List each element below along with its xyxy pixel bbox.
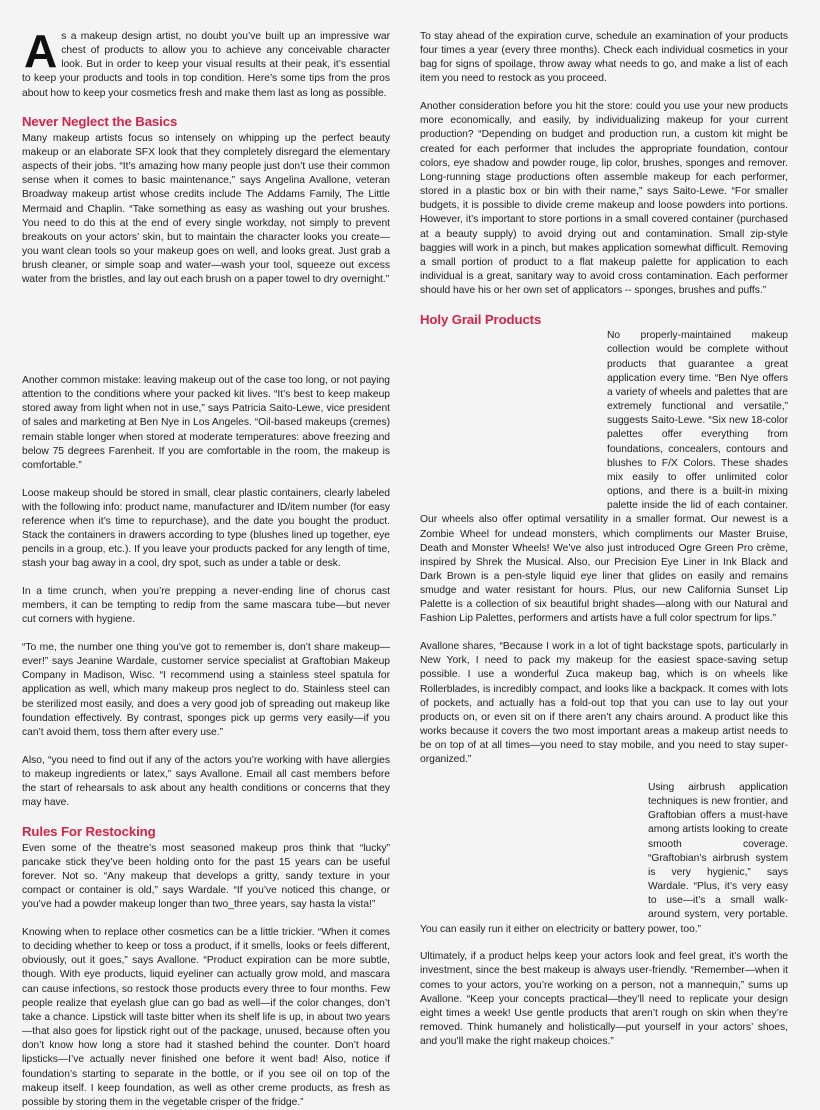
intro-text: s a makeup design artist, no doubt you’ve built up an impressive war chest of products to allow you to achieve any conceivable character look. But in order to keep your visual results at their peak, it’s essential to keep your products and tools in top condition. Here’s some tips from the pros about how to keep your cosmetics fresh and make them last as long as possible.: [22, 31, 390, 99]
section-heading-holy-grail-products: Holy Grail Products: [420, 311, 542, 327]
column-left: [22, 25, 390, 1110]
paragraph: Loose makeup should be stored in small, clear plastic containers, clearly labeled with the following info: product name, manufacturer and ID/item number (for easy reference when it’s time to repurchase), and the date you bought the product. Stack the containers in drawers according to type (blushes lined up together, eye pencils in a group, etc.). If you leave your products packed for any length of time, stash your bag away in a cool, dry spot, such as under a table or desk.: [22, 487, 390, 570]
image-placeholder-wrap-secondary: [420, 781, 648, 909]
paragraph-text: Using airbrush application techniques is new frontier, and Graftobian offers a must-have among artists looking to create smooth coverage. “Graftobian’s airbrush system is very hygienic,” says Wardale. “Plus, it’s very easy to use—it’s a small walk-around system, very portable. You can easily run it either on electricity or battery power, too.”: [420, 782, 788, 935]
section-heading-never-neglect-the-basics: Never Neglect the Basics: [22, 114, 178, 130]
paragraph: Another consideration before you hit the store: could you use your new products more economically, and easily, by individualizing makeup for your current production? “Depending on budget and production run, a custom kit might be created for each performer that includes the appropriate foundation, contour colors, eye shadow and powder rouge, lip color, brushes, sponges and remover. Long-running stage productions often assemble makeup for each performer, stored in a plastic box or bin with their name,” says Saito-Lewe. “For smaller budgets, it is possible to divide creme makeup and loose powders into portions. However, it’s important to store portions in a small covered container (purchased at a beauty supply) to avoid drying out and contamination. Small zip-style baggies will work in a pinch, but makes application somewhat difficult. Removing a small portion of product to a flat makeup palette for application to each individual is a great, sanitary way to avoid cross contamination. Each performer should have his or her own set of applicators -- sponges, brushes and puffs.”: [420, 101, 788, 297]
paragraph: In a time crunch, when you’re prepping a never-ending line of chorus cast members, it can be tempting to redip from the same mascara tube—but never cut corners with hygiene.: [22, 586, 390, 626]
paragraph: “To me, the number one thing you’ve got to remember is, don’t share makeup—ever!” says Jeanine Wardale, customer service specialist at Graftobian Makeup Company in Madison, Wisc. “I recommend using a stainless steel spatula for application as well, which many makeup pros neglect to do. Stainless steel can be sterilized most easily, and does a very good job of spreading out makeup like foundation effectively. By contrast, sponges pick up germs very easily—if you can’t avoid them, toss them after every use.”: [22, 642, 390, 738]
paragraph: Another common mistake: leaving makeup out of the case too long, or not paying attention to the conditions where your packed kit lives. “It’s best to keep makeup stored away from light when not in use,” says Patricia Saito-Lewe, vice president of sales and marketing at Ben Nye in Los Angeles. “Oil-based makeups (cremes) remain stable longer when stored at moderate temperatures: above freezing and below 75 degrees Farenheit. If you are comfortable in the room, the makeup is comfortable.”: [22, 375, 390, 471]
paragraph-airbrush-wrapped: [420, 781, 788, 937]
image-placeholder-gap: [22, 301, 390, 374]
paragraph-wrapped-around-image: [420, 329, 788, 626]
column-right: [420, 30, 788, 1049]
drop-cap-letter: A: [24, 25, 58, 77]
two-column-layout: [22, 25, 798, 1108]
paragraph: Many makeup artists focus so intensely on whipping up the perfect beauty makeup or an elaborate SFX look that they completely disregard the elementary aspects of their jobs. “It’s amazing how many people just don’t use their common sense when it comes to basic maintenance,” says Angelina Avallone, veteran Broadway makeup artist whose credits include The Addams Family, The Little Mermaid and Chaplin. “Take something as easy as washing out your brushes. You need to do this at the end of every single workday, not simply to prevent breakouts on your actors’ skin, but to maintain the character looks you create—you want clean tools so your makeup goes on well, and looks great. Just grab a brush cleaner, or simple soap and water—wash your tool, squeeze out excess water from the bristles, and lay out each brush on a paper towel to dry overnight.”: [22, 132, 390, 286]
paragraph: To stay ahead of the expiration curve, schedule an examination of your products four times a year (every three months). Check each individual cosmetics in your bag for signs of spoilage, throw away what needs to go, and make a list of each item you need to restock as you proceed.: [420, 31, 788, 85]
section-heading-rules-for-restocking: Rules For Restocking: [22, 824, 156, 840]
paragraph: Even some of the theatre’s most seasoned makeup pros think that “lucky” pancake stick they’ve been holding onto for the past 15 years can be useful forever. Not so. “Any makeup that develops a gritty, sandy texture in your compact or container is old,” says Wardale. “If you’ve noticed this change, or you’ve had a powder makeup longer than two_three years, say hasta la vista!”: [22, 842, 390, 911]
image-placeholder-wrap: [420, 329, 607, 511]
intro-paragraph: [22, 25, 390, 101]
paragraph: Knowing when to replace other cosmetics can be a little trickier. “When it comes to deciding whether to keep or toss a product, if it smells, looks or feels different, obviously, out it goes,” says Avallone. “Product expiration can be more subtle, though. With eye products, liquid eyeliner can actually grow mold, and mascara can cause infections, so restock those products every three to four months. Few people realize that eyelash glue can go bad as well—if the color changes, don’t take a chance. Lipstick will taste bitter when its shelf life is up, in about two years—that also goes for lipstick right out of the package, unused, because often you don’t know how long a store had it stashed behind the counter. Don’t hoard lipsticks—I’ve actually never finished one before it went bad! Also, notice if foundation’s starting to separate in the bottle, or if you see oil on top of the makeup itself. I keep foundation, as well as other creme products, as fresh as possible by storing them in the vegetable crisper of the fridge.”: [22, 927, 390, 1108]
paragraph: Also, “you need to find out if any of the actors you’re working with have allergies to makeup ingredients or latex,” says Avallone. Email all cast members before the start of rehearsals to ask about any health conditions or concerns that they may have.: [22, 754, 390, 809]
paragraph-text: No properly-maintained makeup collection would be complete without products that guarantee a great application every time. “Ben Nye offers a variety of wheels and palettes that are extremely functional and versatile,” suggests Saito-Lewe. “Six new 18-color palettes offer everything from foundations, concealers, contours and blushes to F/X Colors. These shades mix easily to offer unlimited color options, and there is a built-in mixing palette inside the lid of each container. Our wheels also offer optimal versatility in a smaller format. Our newest is a Zombie Wheel for undead monsters, which compliments our Master Bruise, Death and Monster Wheels! We’ve also just introduced Ogre Green Pro crème, inspired by Shrek the Musical. Also, our Precision Eye Liner in Ink Black and Dark Brown is a pen-style liquid eye liner that glides on easily and remains smudge and water resistant for hours. Plus, our new California Sunset Lip Palette is a collection of six beautiful bright shades—along with our Natural and Fashion Lip Palettes, performers and artists have a full color spectrum for lips.”: [420, 330, 788, 625]
paragraph: Avallone shares, “Because I work in a lot of tight backstage spots, particularly in New York, I need to pack my makeup for the easiest space-saving setup possible. I use a wonderful Zuca makeup bag, which is on wheels like Rollerblades, is incredibly compact, and looks like a backpack. It comes with lots of pockets, and actually has a fold-out top that you can use to lay out your products on, or even sit on if there aren’t any chairs around. A product like this works because it covers the two most important areas a makeup artist needs to be on top of at all times—you need to stay mobile, and you need to stay super-organized.”: [420, 641, 788, 766]
paragraph: Ultimately, if a product helps keep your actors look and feel great, it’s worth the investment, since the best makeup is always user-friendly. “Remember—when it comes to your actors, you’re working on a person, not a mannequin,” sums up Avallone. “Keep your concepts practical—they’ll need to replicate your design eight times a week! Use gentle products that aren’t rough on skin when they’re removed. Think humanely and holistically—put yourself in your actors’ shoes, and you’ll make the right makeup choices.”: [420, 951, 788, 1048]
